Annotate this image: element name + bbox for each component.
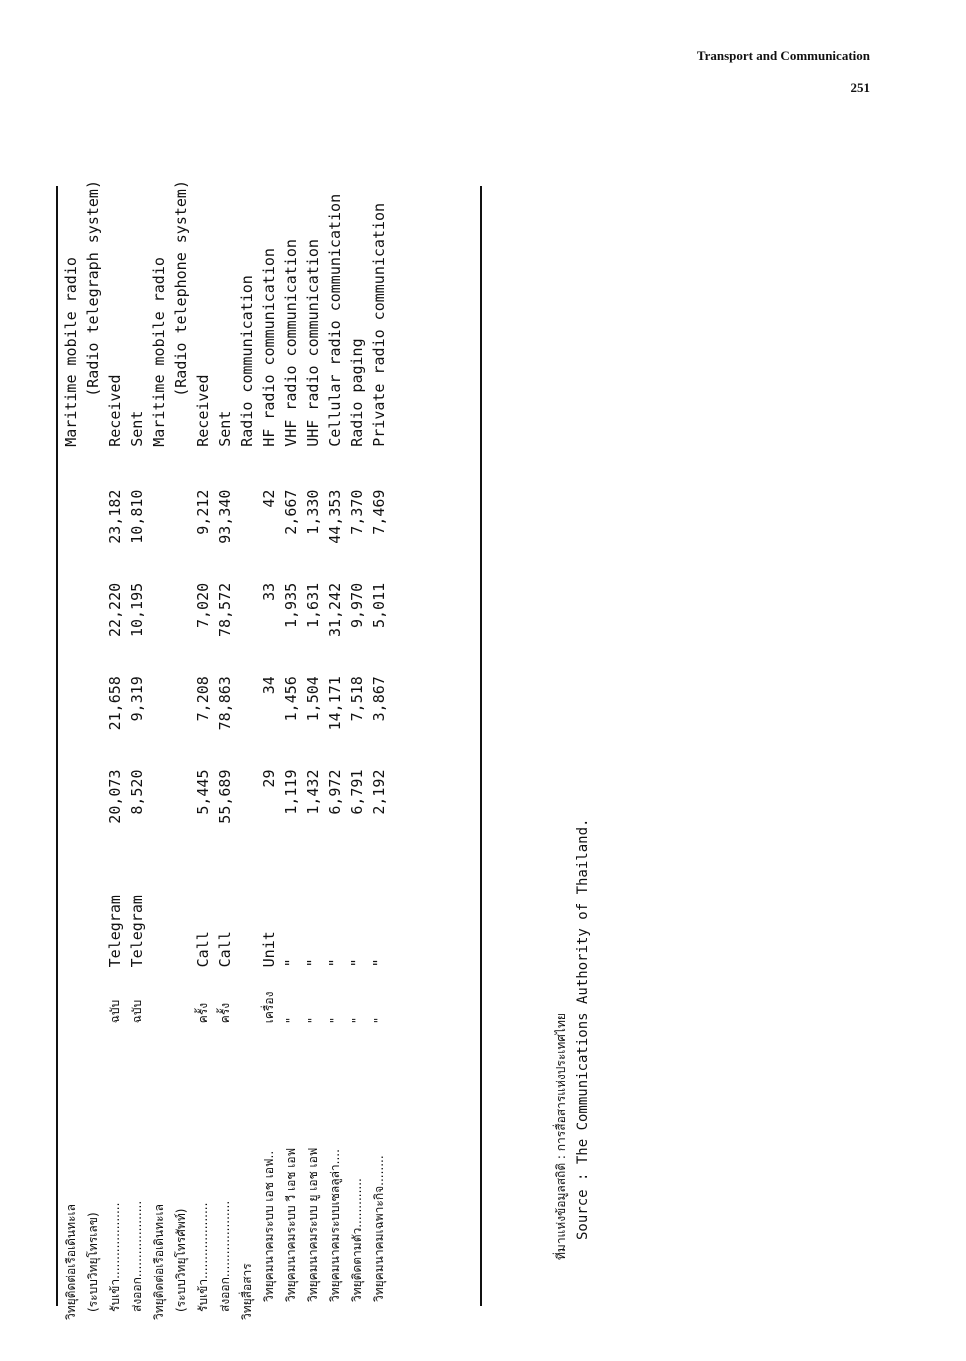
source-english: Source : The Communications Authority of Thailand. [575, 818, 591, 1240]
unit-thai: ฉบับ [108, 999, 122, 1024]
unit-english: " [326, 958, 344, 968]
value-1: 2,192 [370, 769, 388, 815]
value-3: 78,572 [216, 582, 234, 638]
table-row [214, 180, 236, 1320]
unit-english: " [348, 958, 366, 968]
row-label-english: (Radio telegraph system) [84, 180, 102, 397]
value-1: 6,972 [326, 769, 344, 815]
row-label-english: Cellular radio communication [326, 193, 344, 447]
value-2: 21,658 [106, 676, 124, 731]
value-1: 55,689 [216, 769, 234, 824]
unit-thai: " [372, 1017, 386, 1024]
table-row [104, 180, 126, 1320]
table-row [236, 180, 258, 1320]
unit-english [148, 863, 170, 968]
row-label-english: Maritime mobile radio [150, 257, 168, 447]
row-label-english: VHF radio communication [282, 239, 300, 447]
unit-english: Unit [260, 931, 278, 968]
value-2: 9,319 [128, 676, 146, 722]
column-gap [126, 447, 148, 490]
value-2 [82, 676, 104, 769]
value-1 [170, 770, 192, 863]
value-1 [60, 770, 82, 863]
unit-thai: " [284, 1017, 298, 1024]
column-gap [192, 447, 214, 490]
value-1: 20,073 [106, 769, 124, 824]
row-label-thai: (ระบบวิทยุโทรเลข) [86, 1212, 100, 1312]
value-3 [60, 583, 82, 676]
value-3: 1,631 [304, 582, 322, 629]
value-4 [170, 490, 192, 583]
unit-thai: ครั้ง [218, 1002, 232, 1024]
column-gap [170, 447, 192, 490]
value-3: 1,935 [282, 582, 300, 629]
row-label-thai: วิทยุคมนาคมระบบเซลลูล่า.... [328, 1149, 342, 1302]
value-2: 34 [260, 676, 278, 695]
value-3 [82, 583, 104, 676]
row-label-thai: ส่งออก.................... [218, 1200, 232, 1312]
page-header [697, 48, 870, 96]
table-row [148, 180, 170, 1320]
table-row [170, 180, 192, 1320]
column-gap [368, 447, 390, 490]
row-label-thai: วิทยุสื่อสาร [240, 1263, 254, 1320]
value-2: 3,867 [370, 676, 388, 722]
column-gap [302, 447, 324, 490]
value-4 [236, 490, 258, 583]
table-row [302, 180, 324, 1320]
row-label-thai: รับเข้า.................... [196, 1202, 210, 1312]
column-gap [280, 447, 302, 490]
value-2 [236, 676, 258, 769]
row-label-english: Sent [216, 410, 234, 447]
value-3 [236, 583, 258, 676]
row-label-english: Maritime mobile radio [62, 257, 80, 447]
row-label-english: Radio paging [348, 338, 366, 447]
row-label-thai: วิทยุคมนาคมระบบ วี เอช เอฟ [284, 1147, 298, 1302]
table-row [192, 180, 214, 1320]
value-1 [148, 770, 170, 863]
source-thai: ที่มาแห่งข้อมูลสถิติ : การสื่อสารแห่งประเทศไทย [554, 1013, 568, 1260]
value-3: 5,011 [370, 582, 388, 629]
row-label-english: Received [106, 374, 124, 447]
value-2: 14,171 [326, 676, 344, 731]
row-label-thai: รับเข้า.................... [108, 1202, 122, 1312]
row-label-english: (Radio telephone system) [172, 180, 190, 397]
unit-english: Call [216, 931, 234, 968]
row-label-english: HF radio communication [260, 248, 278, 447]
value-1: 8,520 [128, 769, 146, 815]
unit-thai: ฉบับ [130, 999, 144, 1024]
value-3: 10,195 [128, 582, 146, 638]
value-4 [148, 490, 170, 583]
table-row [368, 180, 390, 1320]
column-gap [104, 447, 126, 490]
value-1 [82, 770, 104, 863]
value-4: 42 [260, 489, 278, 508]
unit-english [82, 863, 104, 968]
value-3: 7,020 [194, 582, 212, 629]
row-label-thai: (ระบบวิทยุโทรศัพท์) [174, 1208, 188, 1312]
page-number: 251 [850, 80, 870, 95]
column-gap [82, 447, 104, 490]
unit-english [60, 863, 82, 968]
unit-thai: ครั้ง [196, 1002, 210, 1024]
bottom-rule [480, 186, 482, 1306]
row-label-english: Private radio communication [370, 202, 388, 447]
value-2: 7,208 [194, 676, 212, 722]
value-4: 2,667 [282, 489, 300, 535]
unit-english: " [304, 958, 322, 968]
section-title: Transport and Communication [696, 48, 870, 63]
value-2: 1,504 [304, 676, 322, 722]
unit-english: " [370, 958, 388, 968]
value-4: 9,212 [194, 489, 212, 535]
value-1: 1,119 [282, 769, 300, 815]
value-2 [170, 676, 192, 769]
column-gap [324, 447, 346, 490]
unit-thai: " [328, 1017, 342, 1024]
value-4: 23,182 [106, 489, 124, 544]
row-label-thai: วิทยุติดต่อเรือเดินทะเล [152, 1204, 166, 1320]
value-3 [170, 583, 192, 676]
unit-thai [60, 967, 82, 1023]
table-row [60, 180, 82, 1320]
row-label-thai: วิทยุคมนาคมระบบ เอช เอฟ.. [262, 1150, 276, 1302]
value-2 [60, 676, 82, 769]
value-1: 6,791 [348, 769, 366, 815]
table-row [258, 180, 280, 1320]
column-gap [214, 447, 236, 490]
table-row [82, 180, 104, 1320]
value-4: 1,330 [304, 489, 322, 535]
table-row [280, 180, 302, 1320]
source-notes [550, 819, 594, 1260]
column-gap [236, 447, 258, 490]
row-label-english: Received [194, 374, 212, 447]
value-3: 9,970 [348, 582, 366, 629]
value-4: 7,469 [370, 489, 388, 535]
unit-thai [170, 967, 192, 1023]
value-1: 5,445 [194, 769, 212, 815]
value-3: 22,220 [106, 582, 124, 638]
unit-english [236, 863, 258, 968]
column-gap [346, 447, 368, 490]
row-label-thai: วิทยุคมนาคมเฉพาะกิจ........ [372, 1155, 386, 1302]
unit-english: " [282, 958, 300, 968]
rotated-table-block [60, 180, 591, 1320]
unit-english: Telegram [106, 895, 124, 968]
value-4: 44,353 [326, 489, 344, 544]
unit-thai: เครื่อง [262, 991, 276, 1024]
row-label-thai: วิทยุติดตามตัว............. [350, 1178, 364, 1302]
unit-english: Telegram [128, 895, 146, 968]
column-gap [258, 447, 280, 490]
row-label-english: Radio communication [238, 275, 256, 447]
top-rule [56, 186, 58, 1306]
row-label-thai: วิทยุติดต่อเรือเดินทะเล [64, 1204, 78, 1320]
table-row [126, 180, 148, 1320]
table-row [346, 180, 368, 1320]
unit-thai [82, 967, 104, 1023]
value-1: 29 [260, 769, 278, 788]
value-1: 1,432 [304, 769, 322, 815]
value-4: 7,370 [348, 489, 366, 535]
value-2: 78,863 [216, 676, 234, 731]
value-2 [148, 676, 170, 769]
value-2: 7,518 [348, 676, 366, 722]
column-gap [60, 447, 82, 490]
row-label-thai: วิทยุคมนาคมระบบ ยู เอช เอฟ [306, 1147, 320, 1302]
row-label-english: Sent [128, 410, 146, 447]
value-4: 93,340 [216, 489, 234, 544]
value-4 [82, 490, 104, 583]
unit-english [170, 863, 192, 968]
unit-english: Call [194, 931, 212, 968]
value-4 [60, 490, 82, 583]
value-3: 31,242 [326, 582, 344, 638]
value-3: 33 [260, 582, 278, 601]
value-1 [236, 770, 258, 863]
value-3 [148, 583, 170, 676]
row-label-english: UHF radio communication [304, 239, 322, 447]
statistics-table [60, 180, 390, 1320]
value-4: 10,810 [128, 489, 146, 544]
table-body [60, 180, 390, 1320]
row-label-thai: ส่งออก.................... [130, 1200, 144, 1312]
unit-thai [148, 967, 170, 1023]
unit-thai: " [306, 1017, 320, 1024]
unit-thai: " [350, 1017, 364, 1024]
table-row [324, 180, 346, 1320]
unit-thai [236, 967, 258, 1023]
value-2: 1,456 [282, 676, 300, 722]
column-gap [148, 447, 170, 490]
